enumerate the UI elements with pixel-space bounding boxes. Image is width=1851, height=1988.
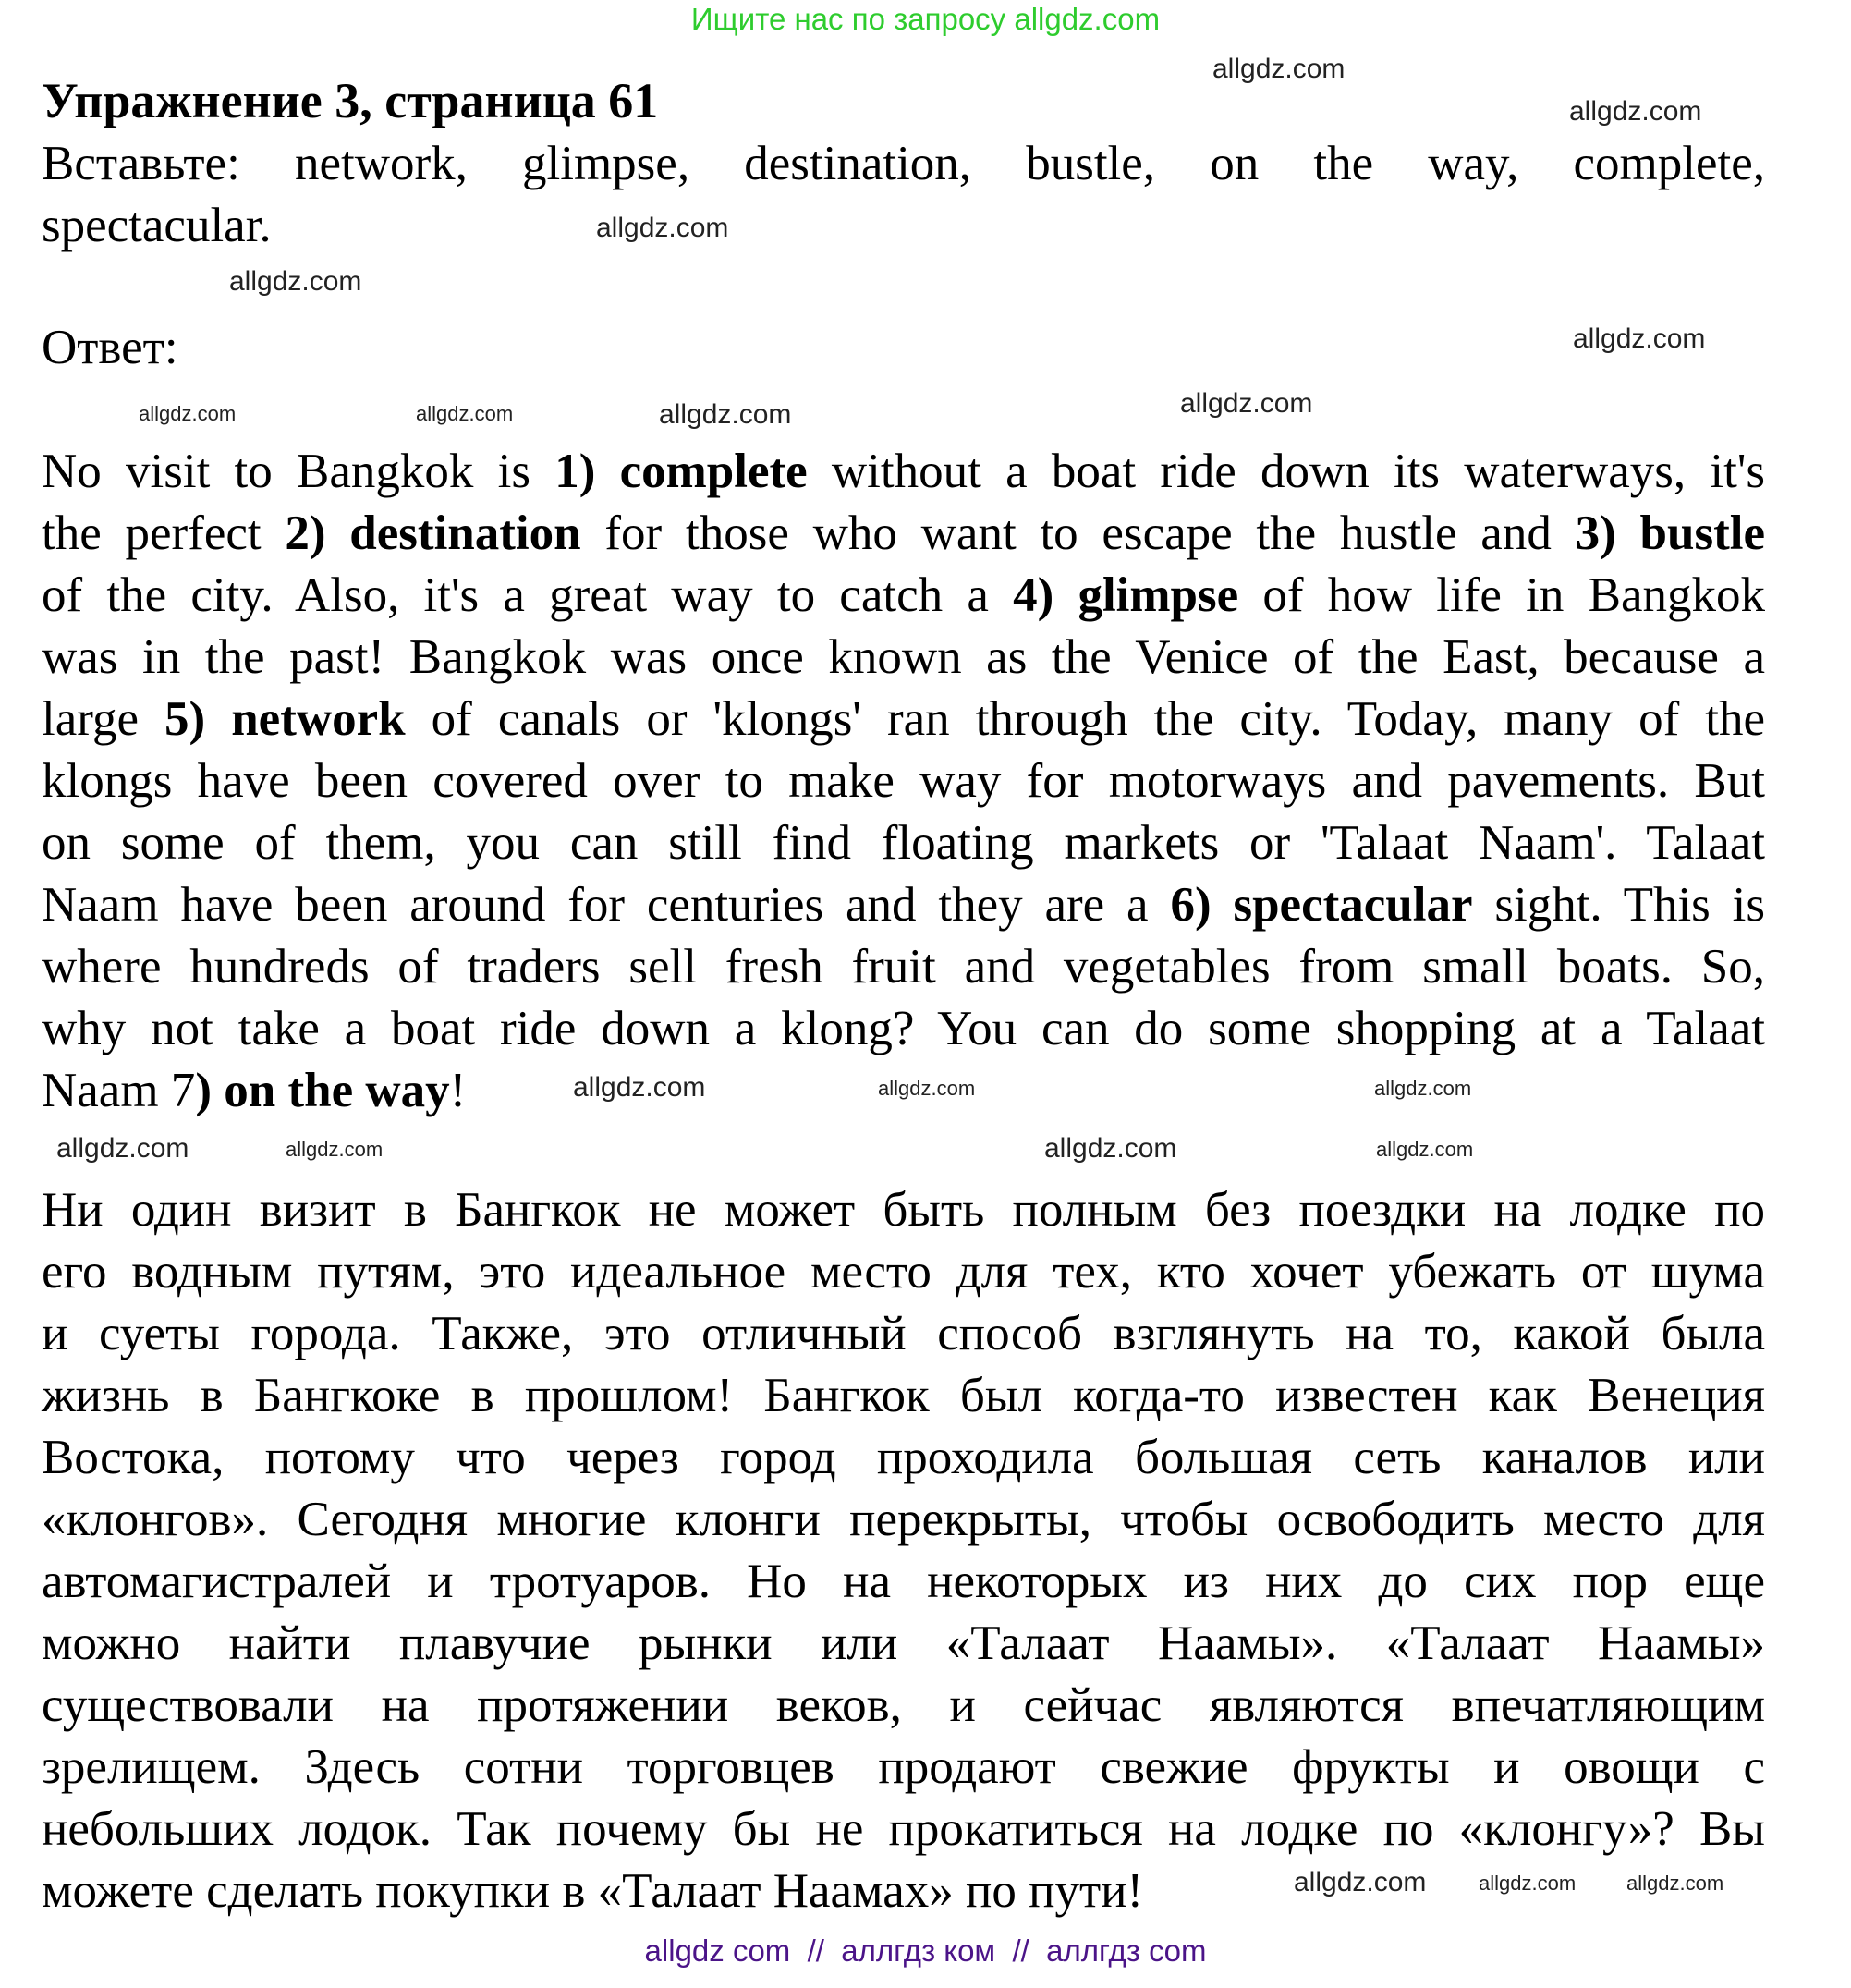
answer-label-text: Ответ: [42,321,178,374]
text-line [42,936,1765,998]
answer-english-paragraph [42,441,1765,1122]
text-line [42,1241,1765,1303]
text-segment: существовали на протяжении веков, и сейчас являются впечатляющим [42,1678,1765,1732]
text-line [42,689,1765,750]
text-line [42,1179,1765,1241]
watermark: allgdz.com [878,1077,976,1100]
text-segment: «клонгов». Сегодня многие клонги перекрыты, чтобы освободить место для [42,1493,1765,1546]
page-title: Упражнение 3, страница 61 [42,73,659,128]
text-line [42,998,1765,1060]
text-line [42,812,1765,874]
watermark: allgdz.com [1180,388,1313,419]
text-segment: Naam have been around for centuries and they are a [42,878,1171,932]
text-segment: spectacular. [42,199,272,252]
text-line [42,750,1765,812]
text-line [42,1489,1765,1551]
watermark: allgdz.com [1626,1872,1724,1895]
text-line [42,565,1765,627]
text-segment: зрелищем. Здесь сотни торговцев продают свежие фрукты и овощи с [42,1740,1765,1794]
text-line [42,441,1765,503]
text-line [42,1613,1765,1675]
text-segment: why not take a boat ride down a klong? You can do some shopping at a Talaat [42,1002,1765,1055]
answer-word: 3) bustle [1575,506,1765,560]
watermark: allgdz.com [286,1138,384,1161]
text-segment: No visit to Bangkok is [42,445,555,498]
text-line [42,1799,1765,1860]
text-line [42,1737,1765,1799]
text-line [42,1365,1765,1427]
promo-banner: Ищите нас по запросу allgdz.com [690,2,1161,36]
watermark: allgdz.com [1479,1872,1577,1895]
text-segment: of canals or 'klongs' ran through the city. Today, many of the [405,692,1766,746]
text-line [42,627,1765,689]
watermark: allgdz.com [596,213,729,243]
text-line [42,1675,1765,1737]
text-line [42,1060,466,1122]
text-segment: жизнь в Бангкоке в прошлом! Бангкок был когда-то известен как Венеция [42,1369,1765,1422]
watermark: allgdz.com [1569,96,1702,127]
text-segment: его водным путям, это идеальное место для тех, кто хочет убежать от шума [42,1245,1765,1299]
watermark: allgdz.com [416,402,514,425]
answer-word: ) on the way [195,1064,450,1117]
text-segment: where hundreds of traders sell fresh fruit and vegetables from small boats. So, [42,940,1765,994]
text-segment: Вставьте: network, glimpse, destination, bustle, on the way, complete, [42,137,1765,190]
watermark: allgdz.com [1374,1077,1472,1100]
text-segment: without a boat ride down its waterways, it's [807,445,1766,498]
watermark: allgdz.com [1212,54,1346,84]
text-segment: large [42,692,165,746]
text-segment: Naam 7 [42,1064,196,1117]
text-segment: sight. This is [1472,878,1765,932]
answer-russian-paragraph [42,1179,1765,1922]
answer-word: 2) destination [285,506,581,560]
text-segment: можно найти плавучие рынки или «Талаат Наамы». «Талаат Наамы» [42,1616,1765,1670]
text-segment: klongs have been covered over to make way for motorways and pavements. But [42,754,1765,808]
watermark: allgdz.com [229,266,362,297]
text-line [42,1551,1765,1613]
text-line [42,874,1765,936]
text-line [42,133,1765,195]
text-segment: можете сделать покупки в «Талаат Наамах» по пути! [42,1864,1144,1918]
watermark: allgdz.com [56,1133,189,1164]
text-line [42,195,272,257]
watermark: allgdz.com [1044,1133,1177,1164]
watermark: allgdz.com [659,399,792,430]
answer-word: 1) complete [554,445,808,498]
text-line [42,1427,1765,1489]
text-segment: was in the past! Bangkok was once known as the Venice of the East, because a [42,630,1765,684]
answer-word: 6) spectacular [1170,878,1473,932]
text-segment: on some of them, you can still find floating markets or 'Talaat Naam'. Talaat [42,816,1765,870]
watermark: allgdz.com [1376,1138,1474,1161]
text-segment: for those who want to escape the hustle and [580,506,1576,560]
text-segment: автомагистралей и тротуаров. Но на некоторых из них до сих пор еще [42,1555,1765,1608]
text-line [42,1860,1143,1922]
text-line [42,1303,1765,1365]
text-segment: of how life in Bangkok [1238,568,1765,622]
text-segment: of the city. Also, it's a great way to catch a [42,568,1014,622]
text-segment: и суеты города. Также, это отличный способ взглянуть на то, какой была [42,1307,1765,1360]
text-segment: Ни один визит в Бангкок не может быть полным без поездки на лодке по [42,1183,1765,1237]
watermark: allgdz.com [1573,323,1706,354]
text-segment: ! [449,1064,467,1117]
watermark: allgdz.com [1294,1867,1427,1897]
text-segment: Востока, потому что через город проходила большая сеть каналов или [42,1431,1765,1484]
instruction-text [42,133,1765,257]
text-segment: небольших лодок. Так почему бы не прокатиться на лодке по «клонгу»? Вы [42,1802,1765,1856]
answer-word: 4) glimpse [1013,568,1239,622]
answer-word: 5) network [164,692,406,746]
text-segment: the perfect [42,506,286,560]
watermark: allgdz.com [139,402,237,425]
watermark: allgdz.com [573,1072,706,1103]
answer-label [42,317,1765,379]
footer-links: allgdz com // аллгдз ком // аллгдз com [644,1933,1207,1968]
text-line [42,503,1765,565]
